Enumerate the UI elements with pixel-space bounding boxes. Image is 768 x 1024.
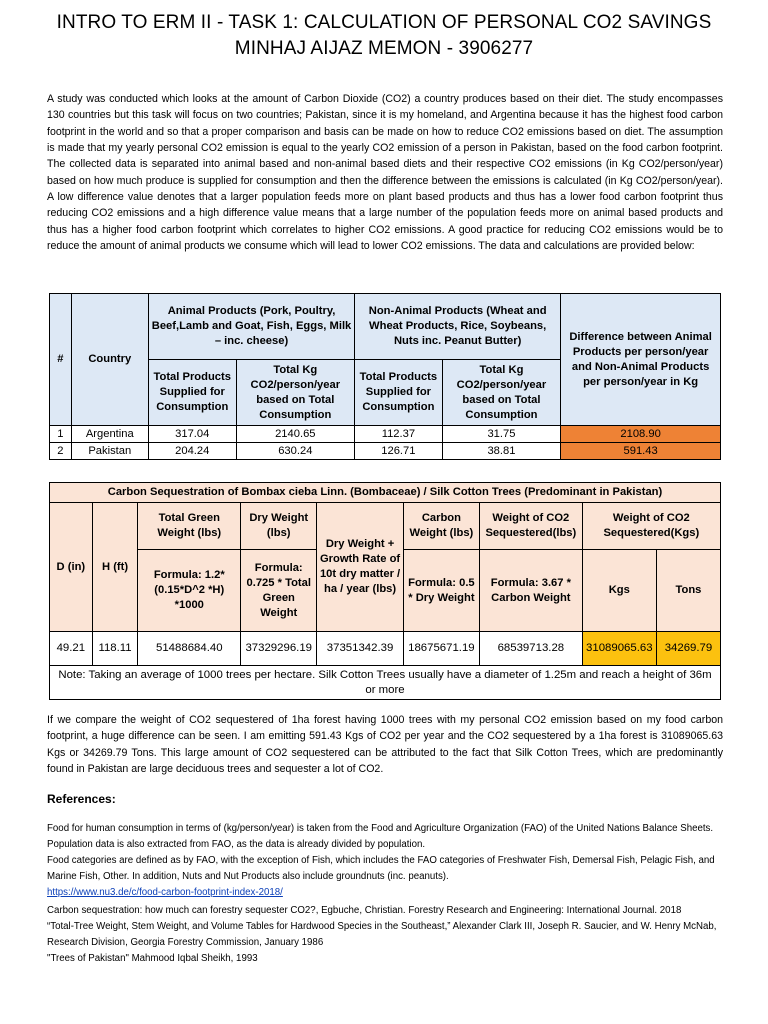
col-height: H (ft) [92,503,138,632]
col-kgs: Kgs [582,550,656,632]
carbon-weight-value: 18675671.19 [403,632,479,666]
formula-co2: Formula: 3.67 * Carbon Weight [480,550,583,632]
animal-supplied-value: 204.24 [148,443,236,460]
growth-weight-value: 37351342.39 [317,632,403,666]
animal-supplied-header: Total Products Supplied for Consumption [148,360,236,426]
green-weight-value: 51488684.40 [138,632,241,666]
table-row [50,632,721,666]
nonanimal-co2-value: 38.81 [442,443,561,460]
row-country: Pakistan [71,443,148,460]
nonanimal-co2-value: 31.75 [442,426,561,443]
reference-sequestration: Carbon sequestration: how much can forestry sequester CO2?, Egbuche, Christian. Forestry Research and Engineering: International Journal. 2018 [47,905,682,916]
diet-emissions-table [49,293,721,460]
reference-trees-of-pakistan: "Trees of Pakistan" Mahmood Iqbal Sheikh, 1993 [47,953,258,964]
col-diameter: D (in) [50,503,93,632]
animal-co2-value: 630.24 [236,443,355,460]
difference-header: Difference between Animal Products per person/year and Non-Animal Products per person/year in Kg [561,294,721,426]
animal-co2-header: Total Kg CO2/person/year based on Total Consumption [236,360,355,426]
table-row [50,443,721,460]
nonanimal-supplied-value: 112.37 [355,426,443,443]
animal-co2-value: 2140.65 [236,426,355,443]
reference-link[interactable]: https://www.nu3.de/c/food-carbon-footprint-index-2018/ [47,887,283,898]
co2-tons-value: 34269.79 [656,632,720,666]
difference-value: 591.43 [561,443,721,460]
co2-lbs-value: 68539713.28 [480,632,583,666]
comparison-paragraph: If we compare the weight of CO2 sequestered of 1ha forest having 1000 trees with my personal CO2 emission based on my food carbon footprint, a huge difference can be seen. I am emitting 591.43 Kgs of CO2 per year and the CO2 sequestered by a 1ha forest is 31089065.63 Kgs or 34269.79 Tons. This large amount of CO2 sequestered can be attributed to the fact that Silk Cotton Trees, which are predominantly found in Pakistan are large deciduous trees and sequester a lot of CO2. [47,714,723,776]
reference-fao-2: Food categories are defined as by FAO, with the exception of Fish, which includes the FAO categories of Freshwater Fish, Demersal Fish, Pelagic Fish, and Marine Fish, Other. In addition, Nuts and Nut Products also include groundnuts (inc. peanuts). [47,855,715,882]
row-country: Argentina [71,426,148,443]
col-number: # [50,294,72,426]
intro-paragraph: A study was conducted which looks at the amount of Carbon Dioxide (CO2) a country produces based on their diet. The study encompasses 130 countries but this task will focus on two countries; Pakistan, since it is my homeland, and Argentina because it has the highest food carbon footprint in the world and so that a proper comparison and basis can be made on how to reduce CO2 emissions based on diet. The assumption is made that my yearly personal CO2 emission is equal to the yearly CO2 emission of a person in Pakistan, based on the food carbon footprint. The collected data is separated into animal based and non-animal based diets and their respective CO2 emissions (in Kg CO2/person/year) based on how much produce is supplied for consumption and then the difference between the emissions is calculated (in Kg CO2/person/year). A low difference value denotes that a larger population feeds more on plant based products and thus has a lower food carbon footprint thus reducing CO2 emissions and a high difference value means that a large number of the population feeds more on animal based products and thus has a higher food carbon footprint which correlates to higher CO2 emissions. A good practice for reducing CO2 emissions would be to reduce the amount of animal products we consume which will lead to lower CO2 emissions. The data and calculations are provided below: [47,93,723,253]
animal-products-header: Animal Products (Pork, Poultry, Beef,Lamb and Goat, Fish, Eggs, Milk – inc. cheese) [148,294,354,360]
col-country: Country [71,294,148,426]
row-number: 2 [50,443,72,460]
col-co2-kgs: Weight of CO2 Sequestered(Kgs) [582,503,720,550]
nonanimal-supplied-value: 126.71 [355,443,443,460]
col-green-weight: Total Green Weight (lbs) [138,503,241,550]
co2-kgs-value: 31089065.63 [582,632,656,666]
col-co2-lbs: Weight of CO2 Sequestered(lbs) [480,503,583,550]
document-title: INTRO TO ERM II - TASK 1: CALCULATION OF PERSONAL CO2 SAVINGS [56,12,712,33]
sequestration-note: Note: Taking an average of 1000 trees per hectare. Silk Cotton Trees usually have a diameter of 1.25m and reach a height of 36m or more [50,666,721,700]
formula-dry-weight: Formula: 0.725 * Total Green Weight [241,550,317,632]
col-dry-weight: Dry Weight (lbs) [241,503,317,550]
sequestration-table-title: Carbon Sequestration of Bombax cieba Linn. (Bombaceae) / Silk Cotton Trees (Predominant in Pakistan) [50,483,721,503]
carbon-sequestration-table [49,482,721,700]
dry-weight-value: 37329296.19 [241,632,317,666]
reference-fao-1: Food for human consumption in terms of (kg/person/year) is taken from the Food and Agriculture Organization (FAO) of the United Nations Balance Sheets. Population data is also extracted from FAO, as the data is already divided by population. [47,823,714,850]
nonanimal-co2-header: Total Kg CO2/person/year based on Total Consumption [442,360,561,426]
difference-value: 2108.90 [561,426,721,443]
references-heading: References: [47,792,116,806]
col-tons: Tons [656,550,720,632]
author-line: MINHAJ AIJAZ MEMON - 3906277 [234,38,534,59]
col-carbon-weight: Carbon Weight (lbs) [403,503,479,550]
reference-tree-weight: “Total-Tree Weight, Stem Weight, and Volume Tables for Hardwood Species in the Southeast,” Alexander Clark III, Joseph R. Saucier, and W. Henry McNab, Research Division, Georgia Forestry Commission, January 1986 [47,921,717,948]
formula-green-weight: Formula: 1.2*(0.15*D^2 *H) *1000 [138,550,241,632]
table-row [50,426,721,443]
animal-supplied-value: 317.04 [148,426,236,443]
formula-carbon-weight: Formula: 0.5 * Dry Weight [403,550,479,632]
nonanimal-products-header: Non-Animal Products (Wheat and Wheat Products, Rice, Soybeans, Nuts inc. Peanut Butter) [355,294,561,360]
row-number: 1 [50,426,72,443]
height-value: 118.11 [92,632,138,666]
diameter-value: 49.21 [50,632,93,666]
nonanimal-supplied-header: Total Products Supplied for Consumption [355,360,443,426]
col-growth-weight: Dry Weight + Growth Rate of 10t dry matter / ha / year (lbs) [317,503,403,632]
